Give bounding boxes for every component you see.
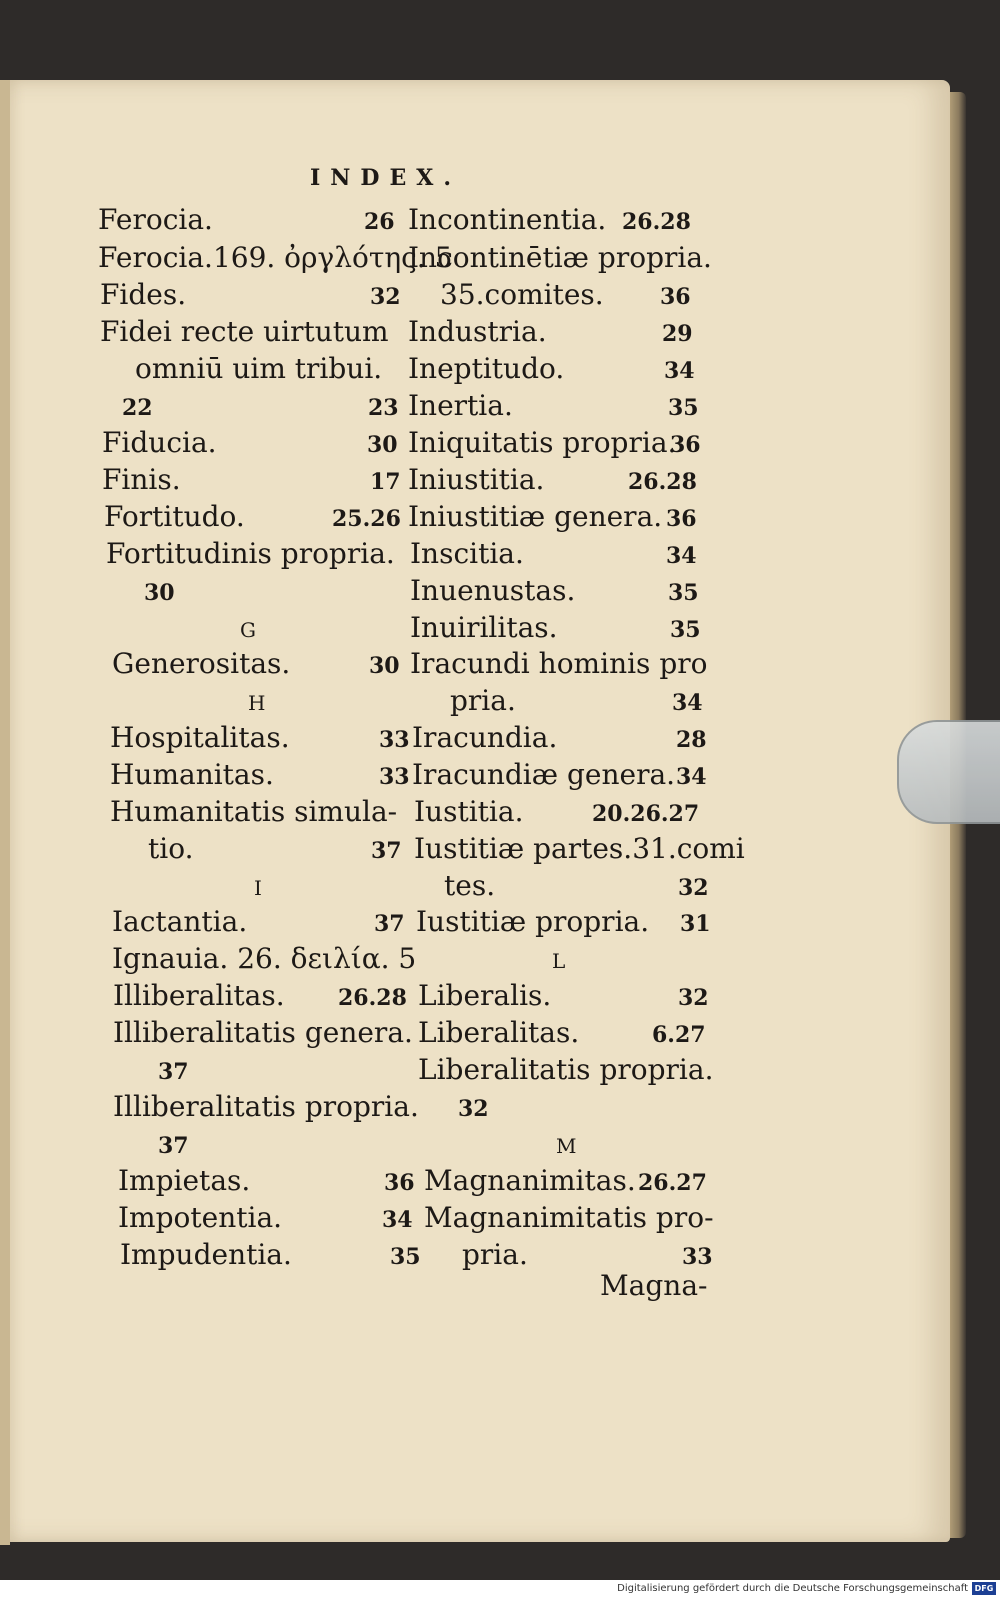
index-entry: 35.comites. [440,278,604,311]
section-letter: L [552,949,566,973]
index-page-ref: 36 [670,432,701,458]
index-entry: Industria. [408,315,547,348]
index-entry: Fidei recte uirtutum [100,315,389,348]
page-header: INDEX. [310,165,461,191]
index-entry: Iniustitia. [408,463,545,496]
footer-credit: Digitalisierung gefördert durch die Deutsche Forschungsgemeinschaft [617,1583,968,1594]
index-entry: Iactantia. [112,905,248,938]
index-page-ref: 37 [374,911,405,937]
index-entry: Liberalitas. [418,1016,580,1049]
index-entry: Fiducia. [102,426,217,459]
index-page-ref: 32 [678,875,709,901]
index-page-ref: 34 [666,543,697,569]
index-page-ref: 33 [379,727,410,753]
index-entry: Inuirilitas. [410,611,558,644]
index-entry: Humanitatis simula- [110,795,398,828]
index-entry: Fortitudinis propria. [106,537,395,570]
index-page-ref: 32 [678,985,709,1011]
index-entry: Ferocia. [98,203,213,236]
index-entry: Impotentia. [118,1201,283,1234]
index-entry: Ferocia.169. ὀργλότης. 5 [98,241,453,274]
index-page-ref: 36 [384,1170,415,1196]
index-page-ref: 26.28 [338,985,407,1011]
index-entry: pria. [462,1238,528,1271]
index-page-ref: 37 [158,1059,189,1085]
index-page-ref: 35 [668,580,699,606]
index-page-ref: 23 [368,395,399,421]
index-entry: Iracundiæ genera. [412,758,676,791]
index-page-ref: 35 [668,395,699,421]
index-entry: Inscitia. [410,537,524,570]
catchword: Magna- [600,1269,708,1302]
index-entry: Illiberalitas. [113,979,285,1012]
index-page-ref: 35 [670,617,701,643]
index-page-ref: 17 [370,469,401,495]
index-page-ref: 30 [367,432,398,458]
index-page-ref: 32 [458,1096,489,1122]
index-entry: Hospitalitas. [110,721,290,754]
index-entry: Iracundia. [412,721,558,754]
dfg-logo: DFG [972,1582,996,1595]
index-entry: Humanitas. [110,758,274,791]
index-page-ref: 29 [662,321,693,347]
index-entry: pria. [450,684,516,717]
index-page-ref: 34 [664,358,695,384]
index-entry: Incontinentia. [408,203,607,236]
index-page-ref: 32 [370,284,401,310]
index-page-ref: 26 [364,209,395,235]
index-page-ref: 25.26 [332,506,401,532]
index-page-ref: 26.28 [628,469,697,495]
index-page-ref: 36 [666,506,697,532]
index-entry: Impudentia. [120,1238,292,1271]
index-entry: Iustitiæ propria. [416,905,650,938]
index-entry: Generositas. [112,647,291,680]
section-letter: M [556,1134,577,1158]
index-entry: Liberalis. [418,979,552,1012]
page-clip [897,720,1000,824]
index-page-ref: 33 [682,1244,713,1270]
index-entry: Iustitia. [414,795,524,828]
index-page-ref: 33 [379,764,410,790]
page-spine [0,80,10,1545]
section-letter: G [240,618,256,642]
index-page-ref: 28 [676,727,707,753]
index-entry: Iniustitiæ genera. [408,500,663,533]
index-entry: Fortitudo. [104,500,245,533]
index-entry: Illiberalitatis propria. [113,1090,419,1123]
index-page-ref: 34 [676,764,707,790]
index-entry: Inuenustas. [410,574,576,607]
index-entry: Iracundi hominis pro [410,647,708,680]
index-page-ref: 31 [680,911,711,937]
index-entry: Magnanimitas. [424,1164,636,1197]
index-page-ref: 20.26.27 [592,801,700,827]
index-page-ref: 37 [371,838,402,864]
index-entry: Liberalitatis propria. [418,1053,714,1086]
index-entry: Illiberalitatis genera. [113,1016,413,1049]
index-entry: tio. [148,832,194,865]
index-entry: Fides. [100,278,187,311]
index-page-ref: 22 [122,395,153,421]
index-page-ref: 30 [144,580,175,606]
index-entry: Iustitiæ partes.31.comi [414,832,745,865]
index-page-ref: 34 [672,690,703,716]
index-page-ref: 37 [158,1133,189,1159]
index-entry: Ignauia. 26. δειλία. 5 [112,942,417,975]
index-page-ref: 26.27 [638,1170,707,1196]
index-entry: Impietas. [118,1164,251,1197]
index-page-ref: 34 [382,1207,413,1233]
index-entry: Magnanimitatis pro- [424,1201,714,1234]
index-entry: Iniquitatis propria. [408,426,677,459]
index-page-ref: 36 [660,284,691,310]
index-page-ref: 26.28 [622,209,691,235]
section-letter: H [248,691,266,715]
index-entry: tes. [444,869,496,902]
index-page-ref: 35 [390,1244,421,1270]
index-page-ref: 6.27 [652,1022,706,1048]
index-entry: Inertia. [408,389,513,422]
index-entry: Incontinētiæ propria. [408,241,712,274]
index-page-ref: 30 [369,653,400,679]
section-letter: I [254,876,262,900]
index-entry: Ineptitudo. [408,352,565,385]
index-entry: omniū uim tribui. [135,352,383,385]
index-entry: Finis. [102,463,181,496]
